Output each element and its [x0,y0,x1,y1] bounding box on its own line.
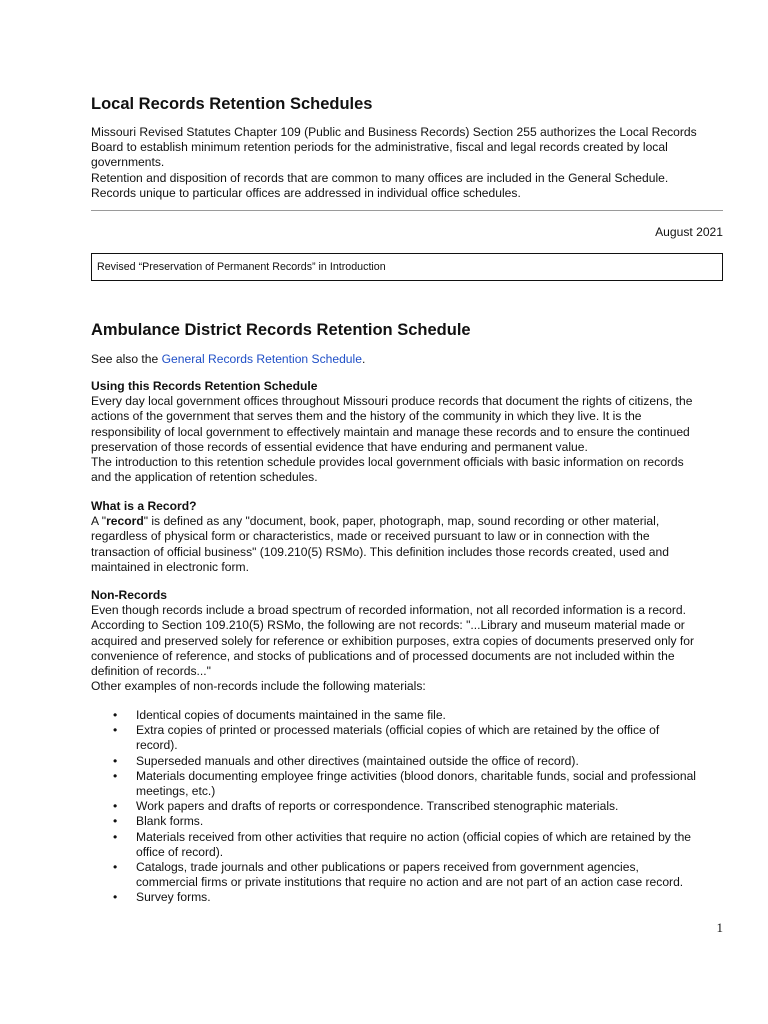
list-item-text [136,723,726,753]
list-item-text [136,754,726,769]
non-records-line: Even though records include a broad spectrum of recorded information, not all recorded information is a record. [91,603,686,618]
list-item-line: meetings, etc.) [136,784,216,799]
revision-note: Revised “Preservation of Permanent Records” in Introduction [97,261,386,273]
see-also-prefix: See also the [91,352,162,366]
using-section [91,379,731,485]
record-term: record [106,514,144,529]
intro-line: governments. [91,155,165,170]
intro-line: Board to establish minimum retention periods for the administrative, fiscal and legal records created by local [91,140,668,155]
intro-line: Records unique to particular offices are addressed in individual office schedules. [91,185,521,200]
non-records-line: Other examples of non-records include the following materials: [91,679,426,694]
list-item [0,723,768,753]
list-item-text [136,890,726,905]
see-also-suffix: . [361,352,366,366]
record-line: transaction of official business" (109.210(5) RSMo). This definition includes those records created, used and [91,544,669,559]
list-item [0,708,768,723]
non-records-line: acquired and preserved solely for reference or exhibition purposes, extra copies of documents preserved only for [91,633,694,648]
bullet: • [113,723,118,738]
list-item [0,769,768,799]
bullet: • [113,860,118,875]
list-item-line: Materials documenting employee fringe activities (blood donors, charitable funds, social and professional [136,768,696,783]
list-item-line: Extra copies of printed or processed materials (official copies of which are retained by the office of [136,723,660,738]
using-line: preservation of those records of essential evidence that have enduring and permanent value. [91,439,588,454]
list-item [0,754,768,769]
bullet: • [113,814,118,829]
bullet: • [113,708,118,722]
using-line: responsibility of local government to effectively maintain and manage these records and to ensure the continued [91,424,690,439]
revision-date: August 2021 [655,225,723,239]
using-line: actions of the government that serves them and the history of the community in which they live. It is the [91,409,642,424]
bullet: • [113,890,118,905]
see-also [91,352,731,367]
revision-note-box [91,253,723,281]
list-item-line: Catalogs, trade journals and other publications or papers received from government agencies, [136,860,639,875]
record-definition [91,499,731,575]
list-item-line: Materials received from other activities that require no action (official copies of which are retained by the [136,829,692,844]
using-line: and the application of retention schedules. [91,470,318,485]
list-item-text [136,769,726,799]
list-item-line: office of record). [136,844,224,859]
using-line: The introduction to this retention schedule provides local government officials with basic information on records [91,455,684,470]
list-item [0,830,768,860]
list-item [0,799,768,814]
page-title: Local Records Retention Schedules [91,95,373,113]
list-item-text [136,814,726,829]
list-item-text [136,830,726,860]
list-item [0,860,768,890]
schedule-title: Ambulance District Records Retention Schedule [91,321,471,339]
record-heading: What is a Record? [91,499,197,513]
page-number: 1 [716,920,723,935]
list-item-text [136,799,726,814]
record-line-start: A " [91,514,107,529]
bullet: • [113,829,118,844]
list-item-text [136,860,726,890]
record-line [91,514,731,529]
record-line: maintained in electronic form. [91,559,249,574]
list-item-line: Superseded manuals and other directives (maintained outside the office of record). [136,753,579,768]
list-item-line: commercial firms or private institutions that require no action and are not part of an action case record. [136,875,684,890]
list-item-line: record). [136,738,178,753]
record-line: regardless of physical form or characteristics, made or received pursuant to law or in connection with the [91,529,650,544]
non-records-line: According to Section 109.210(5) RSMo, the following are not records: "...Library and museum material made or [91,618,685,633]
using-line: Every day local government offices throughout Missouri produce records that document the rights of citizens, the [91,394,693,409]
using-heading: Using this Records Retention Schedule [91,379,318,393]
intro-paragraph [91,125,731,201]
non-records-section [91,588,731,694]
non-records-heading: Non-Records [91,588,167,602]
intro-line: Missouri Revised Statutes Chapter 109 (Public and Business Records) Section 255 authorizes the Local Records [91,125,697,139]
intro-line: Retention and disposition of records that are common to many offices are included in the General Schedule. [91,170,669,185]
list-item-line: Identical copies of documents maintained in the same file. [136,708,446,722]
bullet: • [113,799,118,814]
list-item-line: Survey forms. [136,890,211,905]
non-records-line: convenience of reference, and stocks of publications and of processed documents are not included within the [91,648,675,663]
general-schedule-link[interactable]: General Records Retention Schedule [161,352,362,366]
list-item [0,814,768,829]
non-records-line: definition of records..." [91,664,211,679]
list-item [0,890,768,905]
bullet: • [113,768,118,783]
list-item-line: Blank forms. [136,814,204,829]
list-item-line: Work papers and drafts of reports or correspondence. Transcribed stenographic materials. [136,799,619,814]
list-item-text [136,708,726,723]
non-records-list [0,708,768,906]
divider [91,210,723,211]
record-line-rest: " is defined as any "document, book, paper, photograph, map, sound recording or other material, [143,514,660,529]
bullet: • [113,753,118,768]
